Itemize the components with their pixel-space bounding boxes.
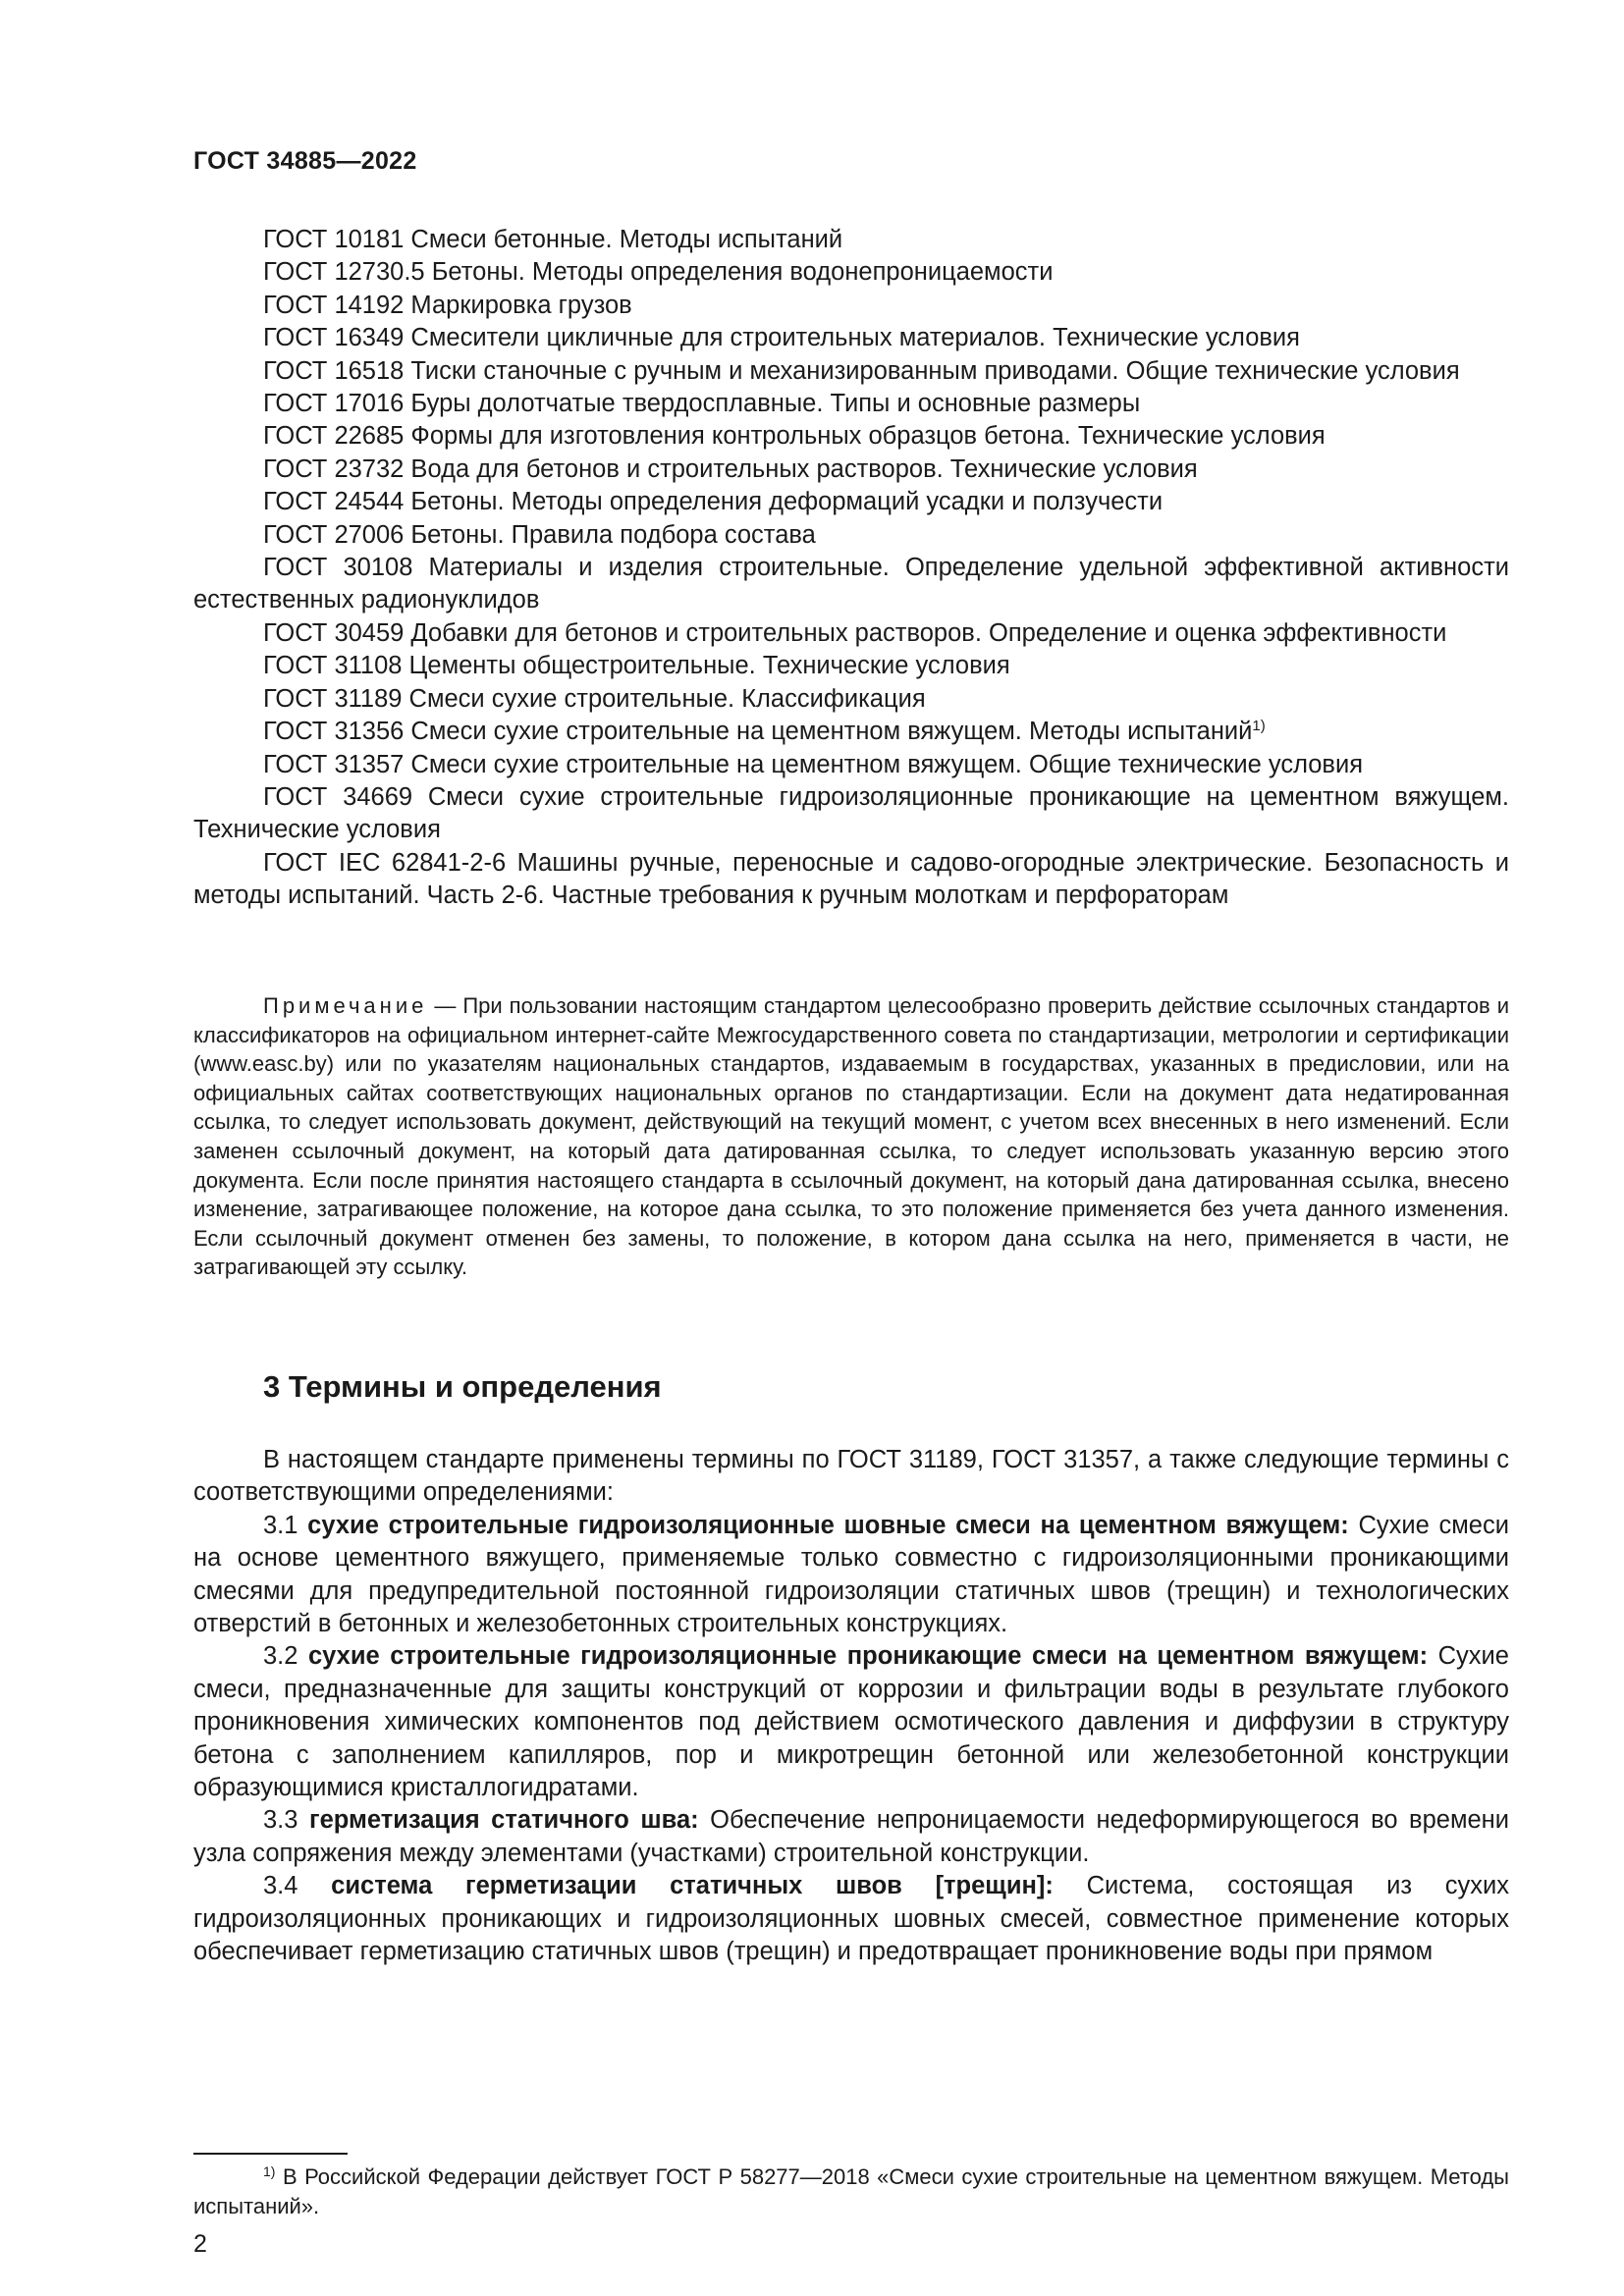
term-definition: Сухие смеси на основе цементного вяжущего, применяемые только совместно с гидроизоляционными проникающими смесями для предупредительной постоянной гидроизоляции статичных швов (трещин) и технологических отверстий в бетонных и железобетонных строительных конструкциях.: [193, 1511, 1509, 1638]
reference-item: ГОСТ 17016 Буры долотчатые твердосплавные. Типы и основные размеры: [263, 390, 1141, 418]
term-entry: [193, 1640, 1509, 1804]
footnote-mark: 1): [263, 2163, 276, 2179]
reference-item: ГОСТ 23732 Вода для бетонов и строительных растворов. Технические условия: [263, 454, 1198, 483]
term-title: система герметизации статичных швов [трещин]:: [331, 1872, 1054, 1900]
footnote-divider: [193, 2153, 348, 2155]
reference-item: ГОСТ 16349 Смесители цикличные для строительных материалов. Технические условия: [263, 324, 1300, 352]
term-definition: Система, состоящая из сухих гидроизоляционных проникающих и гидроизоляционных шовных смесей, совместное применение которых обеспечивает герметизацию статичных швов (трещин) и предотвращает проникновение воды при прямом: [193, 1872, 1510, 1966]
footnote-reference-mark: 1): [1252, 718, 1266, 735]
document-header: ГОСТ 34885—2022: [193, 147, 417, 175]
footnote: [193, 2163, 1509, 2220]
reference-item: ГОСТ 31108 Цементы общестроительные. Технические условия: [263, 652, 1010, 680]
term-number: 3.2: [263, 1642, 298, 1671]
reference-item: ГОСТ 31357 Смеси сухие строительные на цементном вяжущем. Общие технические условия: [263, 750, 1364, 778]
reference-item: ГОСТ 10181 Смеси бетонные. Методы испытаний: [263, 226, 843, 253]
normative-references-list: [193, 224, 1509, 913]
reference-item: ГОСТ 24544 Бетоны. Методы определения деформаций усадки и ползучести: [263, 488, 1164, 516]
term-definition: Сухие смеси, предназначенные для защиты конструкций от коррозии и фильтрации воды в результате глубокого проникновения химических компонентов под действием осмотического давления и диффузии в структуру бетона с заполнением капилляров, пор и микротрещин бетонной или железобетонной конструкции образующимися кристаллогидратами.: [193, 1642, 1509, 1802]
terms-intro: В настоящем стандарте применены термины по ГОСТ 31189, ГОСТ 31357, а также следующие термины с соответствующими определениями:: [193, 1446, 1509, 1507]
reference-text: ГОСТ 31356 Смеси сухие строительные на цементном вяжущем. Методы испытаний: [263, 718, 1253, 746]
reference-item: ГОСТ 30108 Материалы и изделия строительные. Определение удельной эффективной активности естественных радионуклидов: [193, 554, 1509, 614]
reference-item: ГОСТ 31189 Смеси сухие строительные. Классификация: [263, 684, 926, 713]
reference-item: ГОСТ 16518 Тиски станочные с ручным и механизированным приводами. Общие технические условия: [263, 356, 1460, 385]
term-title: сухие строительные гидроизоляционные проникающие смеси на цементном вяжущем:: [307, 1642, 1429, 1671]
note-paragraph: [193, 991, 1509, 1282]
term-number: 3.1: [263, 1511, 298, 1539]
note-label: Примечание: [263, 993, 428, 1018]
term-title: сухие строительные гидроизоляционные шовные смеси на цементном вяжущем:: [307, 1511, 1349, 1539]
reference-item: [193, 716, 1509, 748]
term-entry: [193, 1804, 1509, 1870]
reference-item: ГОСТ 14192 Маркировка грузов: [263, 291, 632, 319]
note-text: При пользовании настоящим стандартом целесообразно проверить действие ссылочных стандартов и классификаторов на официальном интернет-сайте Межгосударственного совета по стандартизации, метрологии и сертификации (www.easc.by) или по указателям национальных стандартов, издаваемым в государствах, указанных в предисловии, или на официальных сайтах соответствующих национальных органов по стандартизации. Если на документ дата недатированная ссылка, то следует использовать документ, действующий на текущий момент, с учетом всех внесенных в него изменений. Если заменен ссылочный документ, на который дата датированная ссылка, то следует использовать указанную версию этого документа. Если после принятия настоящего стандарта в ссылочный документ, на который дана датированная ссылка, внесено изменение, затрагивающее положение, на которое дана ссылка, то это положение применяется без учета данного изменения. Если ссылочный документ отменен без замены, то положение, в котором дана ссылка на него, применяется в части, не затрагивающей эту ссылку.: [193, 993, 1509, 1280]
footnote-text: В Российской Федерации действует ГОСТ Р 58277—2018 «Смеси сухие строительные на цементном вяжущем. Методы испытаний».: [193, 2164, 1509, 2218]
term-entry: [193, 1870, 1509, 1968]
reference-item: ГОСТ 12730.5 Бетоны. Методы определения водонепроницаемости: [263, 258, 1054, 287]
reference-item: ГОСТ 22685 Формы для изготовления контрольных образцов бетона. Технические условия: [263, 422, 1326, 451]
reference-item: ГОСТ 34669 Смеси сухие строительные гидроизоляционные проникающие на цементном вяжущем. Технические условия: [193, 782, 1509, 844]
term-entry: [193, 1510, 1509, 1641]
reference-item: ГОСТ 27006 Бетоны. Правила подбора состава: [263, 520, 816, 549]
terms-section: [193, 1444, 1509, 1969]
term-definition: Обеспечение непроницаемости недеформирующегося во времени узла сопряжения между элементами (участками) строительной конструкции.: [193, 1806, 1509, 1867]
note-dash: —: [434, 993, 457, 1018]
term-number: 3.4: [263, 1872, 298, 1900]
term-title: герметизация статичного шва:: [308, 1806, 699, 1835]
page-number: 2: [193, 2230, 207, 2258]
section-heading: 3 Термины и определения: [263, 1369, 662, 1404]
term-number: 3.3: [263, 1806, 298, 1835]
reference-item: ГОСТ IEC 62841-2-6 Машины ручные, переносные и садово-огородные электрические. Безопасность и методы испытаний. Часть 2-6. Частные требования к ручным молоткам и перфораторам: [193, 848, 1509, 910]
reference-item: ГОСТ 30459 Добавки для бетонов и строительных растворов. Определение и оценка эффективности: [263, 618, 1447, 647]
